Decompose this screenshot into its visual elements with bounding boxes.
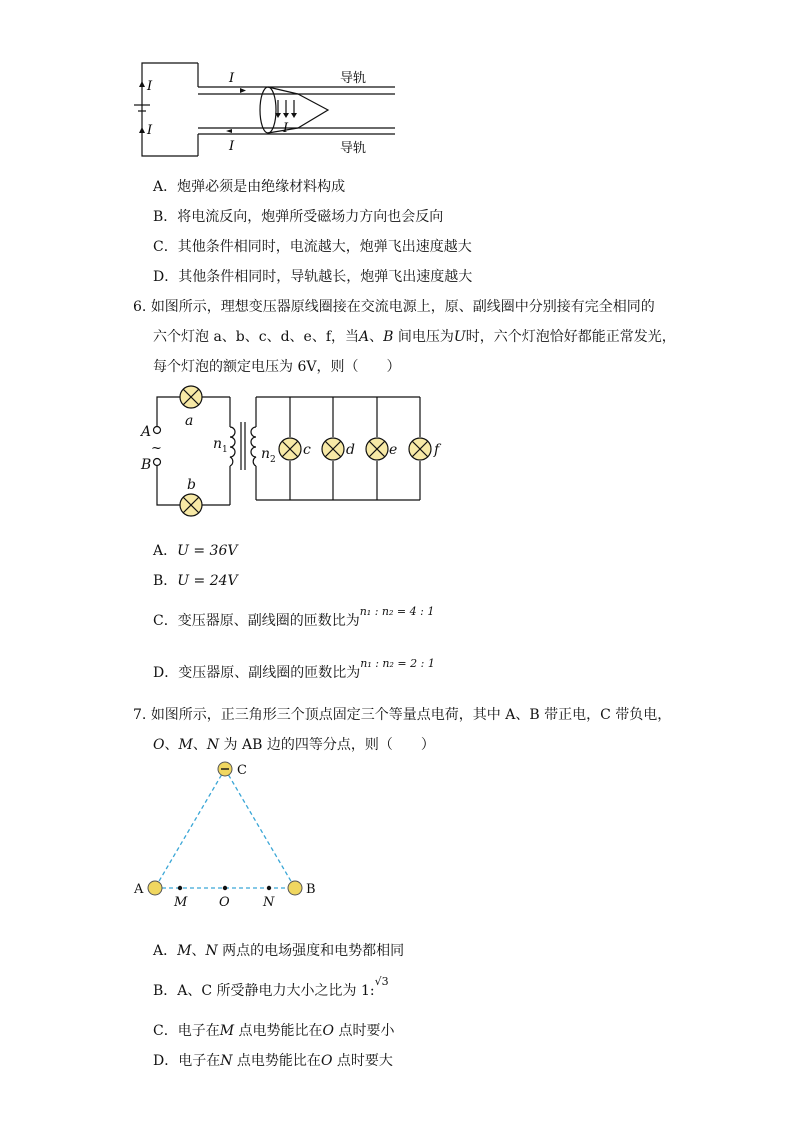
n2-label: $n_2$ — [261, 446, 276, 465]
lamp-d-label: d — [346, 442, 355, 458]
current-label: I — [147, 123, 153, 138]
lamp-a — [180, 386, 202, 408]
q7-option-a: A．M、N 两点的电场强度和电势都相同 — [153, 943, 405, 959]
rail-label-top: 导轨 — [340, 71, 367, 86]
point-M-label: M — [174, 895, 188, 910]
current-label: I — [229, 71, 235, 86]
lamp-b — [180, 494, 202, 516]
point-N-label: N — [263, 895, 275, 910]
q7-option-c: C．电子在M 点电势能比在O 点时要小 — [153, 1023, 395, 1039]
charge-A-label: A — [134, 882, 144, 897]
lamp-f — [409, 438, 431, 460]
lamp-e — [366, 438, 388, 460]
q6-option-b: B．U = 24V — [153, 573, 238, 589]
railgun-figure — [130, 58, 420, 162]
lamp-a-label: a — [185, 413, 194, 429]
charge-B — [288, 881, 302, 895]
n1-label: $n_1$ — [213, 436, 228, 455]
q6-option-c: C．变压器原、副线圈的匝数比为$^{n_1 : n_2 = 4 : 1}$ — [153, 605, 435, 629]
q6-stem-line1: 6. 如图所示，理想变压器原线圈接在交流电源上，原、副线圈中分别接有完全相同的 — [133, 299, 655, 315]
terminal-A-label: A — [141, 424, 152, 440]
lamp-f-label: f — [434, 442, 440, 458]
triangle-charge-figure — [130, 758, 330, 910]
q7-number: 7. — [133, 707, 147, 723]
lamp-c-label: c — [303, 442, 311, 458]
point-N — [267, 886, 271, 890]
q7-option-d: D．电子在N 点电势能比在O 点时要大 — [153, 1053, 393, 1069]
q7-stem-line1: 7. 如图所示，正三角形三个顶点固定三个等量点电荷，其中 A、B 带正电，C 带负电， — [133, 707, 672, 723]
point-O — [223, 886, 227, 890]
point-O-label: O — [219, 895, 230, 910]
lamp-c — [279, 438, 301, 460]
lamp-e-label: e — [389, 442, 398, 458]
current-label: I — [229, 139, 235, 154]
q7-stem-line2: O、M、N 为 AB 边的四等分点，则（ ） — [153, 737, 435, 753]
transformer-figure — [135, 382, 455, 520]
q6-stem-line2: 六个灯泡 a、b、c、d、e、f，当A、B 间电压为U时，六个灯泡恰好都能正常发光， — [153, 329, 676, 345]
q5-option-d: D．其他条件相同时，导轨越长，炮弹飞出速度越大 — [153, 269, 473, 285]
q5-option-a: A．炮弹必须是由绝缘材料构成 — [153, 179, 346, 195]
q6-number: 6. — [133, 299, 147, 315]
current-label: I — [147, 79, 153, 94]
point-M — [178, 886, 182, 890]
q7-option-b: B．A、C 所受静电力大小之比为 1:$^{√3}$ — [153, 975, 389, 999]
q6-stem-line3: 每个灯泡的额定电压为 6V，则（ ） — [153, 359, 401, 375]
ac-source-symbol: ~ — [151, 441, 162, 456]
current-label: I — [283, 121, 289, 136]
charge-C-label: C — [237, 763, 247, 778]
lamp-d — [322, 438, 344, 460]
rail-label-bottom: 导轨 — [340, 141, 367, 156]
lamp-b-label: b — [187, 477, 196, 493]
charge-A — [148, 881, 162, 895]
q6-option-a: A．U = 36V — [153, 543, 238, 559]
charge-B-label: B — [306, 882, 316, 897]
q6-option-d: D．变压器原、副线圈的匝数比为$^{n_1 : n_2 = 2 : 1}$ — [153, 657, 435, 681]
q5-option-b: B．将电流反向，炮弹所受磁场力方向也会反向 — [153, 209, 444, 225]
terminal-B-label: B — [141, 457, 152, 473]
q5-option-c: C．其他条件相同时，电流越大，炮弹飞出速度越大 — [153, 239, 472, 255]
